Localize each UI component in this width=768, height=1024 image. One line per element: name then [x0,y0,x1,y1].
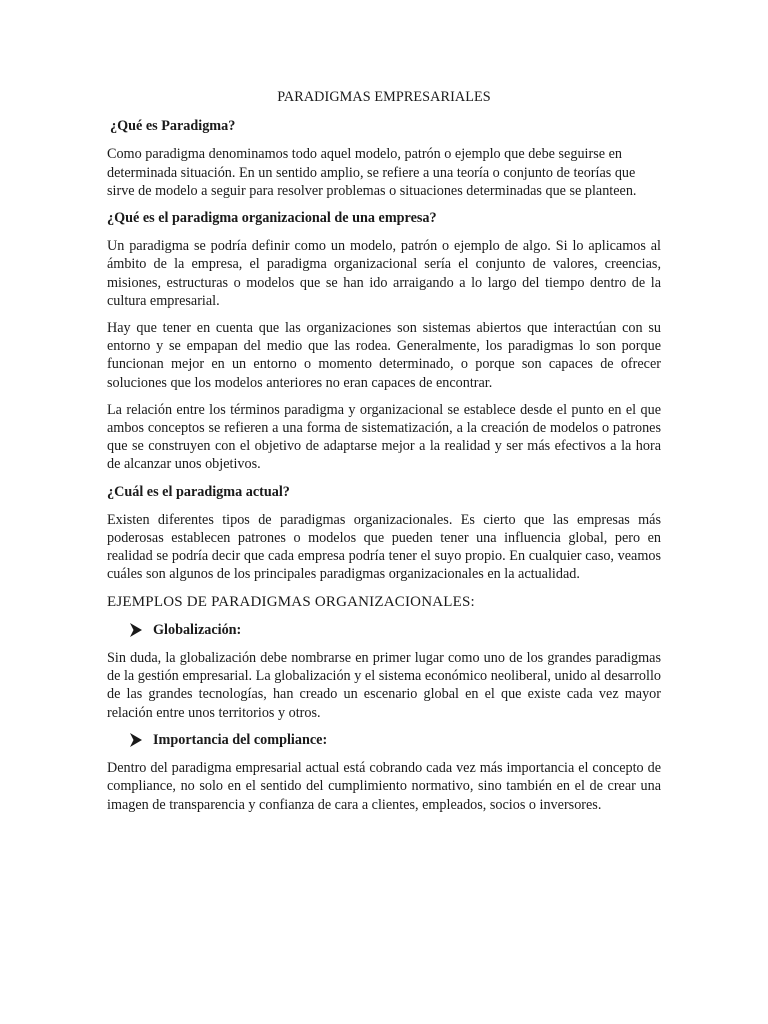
document-title: PARADIGMAS EMPRESARIALES [277,89,491,105]
bullet-title-globalizacion: Globalización: [153,621,242,638]
heading-que-es-paradigma: ¿Qué es Paradigma? [110,118,236,135]
heading-paradigma-organizacional: ¿Qué es el paradigma organizacional de una empresa? [107,210,437,227]
arrowhead-bullet-icon [130,623,153,637]
paragraph-paradigma-organizacional-3: La relación entre los términos paradigma y organizacional se establece desde el punto en el que ambos conceptos se refieren a una forma de sistematización, a la creación de modelos o patrones que se construyen con el objetivo de adaptarse mejor a la realidad y ser más efectivos a la hora de alcanzar unos objetivos. [107,401,661,473]
paragraph-paradigma-organizacional-1: Un paradigma se podría definir como un modelo, patrón o ejemplo de algo. Si lo aplicamos al ámbito de la empresa, el paradigma organizacional sería el conjunto de valores, creencias, misiones, estructuras o modelos que se han ido arraigando a lo largo del tiempo dentro de la cultura empresarial. [107,238,661,309]
arrowhead-bullet-icon [130,733,153,747]
paragraph-compliance: Dentro del paradigma empresarial actual está cobrando cada vez más importancia el concepto de compliance, no solo en el sentido del cumplimiento normativo, sino también en el de crear una imagen de transparencia y confianza de cara a clientes, empleados, socios o inversores. [107,760,661,813]
paragraph-paradigma-organizacional-2: Hay que tener en cuenta que las organizaciones son sistemas abiertos que interactúan con su entorno y se empapan del medio que las rodea. Generalmente, los paradigmas lo son porque funcionan mejor en un entorno o momento determinado, o porque son capaces de ofrecer soluciones que los modelos anteriores no eran capaces de encontrar. [107,320,661,391]
document-page [107,88,661,823]
heading-ejemplos: EJEMPLOS DE PARADIGMAS ORGANIZACIONALES: [107,593,475,610]
paragraph-paradigma-actual: Existen diferentes tipos de paradigmas organizacionales. Es cierto que las empresas más poderosas establecen patrones o modelos que pueden tener una influencia global, pero en realidad se podría decir que cada empresa podría tener el suyo propio. En cualquier caso, veamos cuáles son algunos de los principales paradigmas organizacionales en la actualidad. [107,511,661,583]
bullet-heading-compliance [107,731,661,749]
heading-paradigma-actual: ¿Cuál es el paradigma actual? [107,483,290,500]
paragraph-definicion-paradigma: Como paradigma denominamos todo aquel modelo, patrón o ejemplo que debe seguirse en determinada situación. En un sentido amplio, se refiere a una teoría o conjunto de teorías que sirve de modelo a seguir para resolver problemas o situaciones determinadas que se planteen. [107,146,637,199]
paragraph-globalizacion: Sin duda, la globalización debe nombrarse en primer lugar como uno de los grandes paradigmas de la gestión empresarial. La globalización y el sistema económico neoliberal, unido al desarrollo de las grandes tecnologías, han creado un escenario global en el que existe cada vez mayor relación entre unos territorios y otros. [107,650,661,721]
bullet-heading-globalizacion [107,621,661,639]
bullet-title-compliance: Importancia del compliance: [153,731,328,748]
